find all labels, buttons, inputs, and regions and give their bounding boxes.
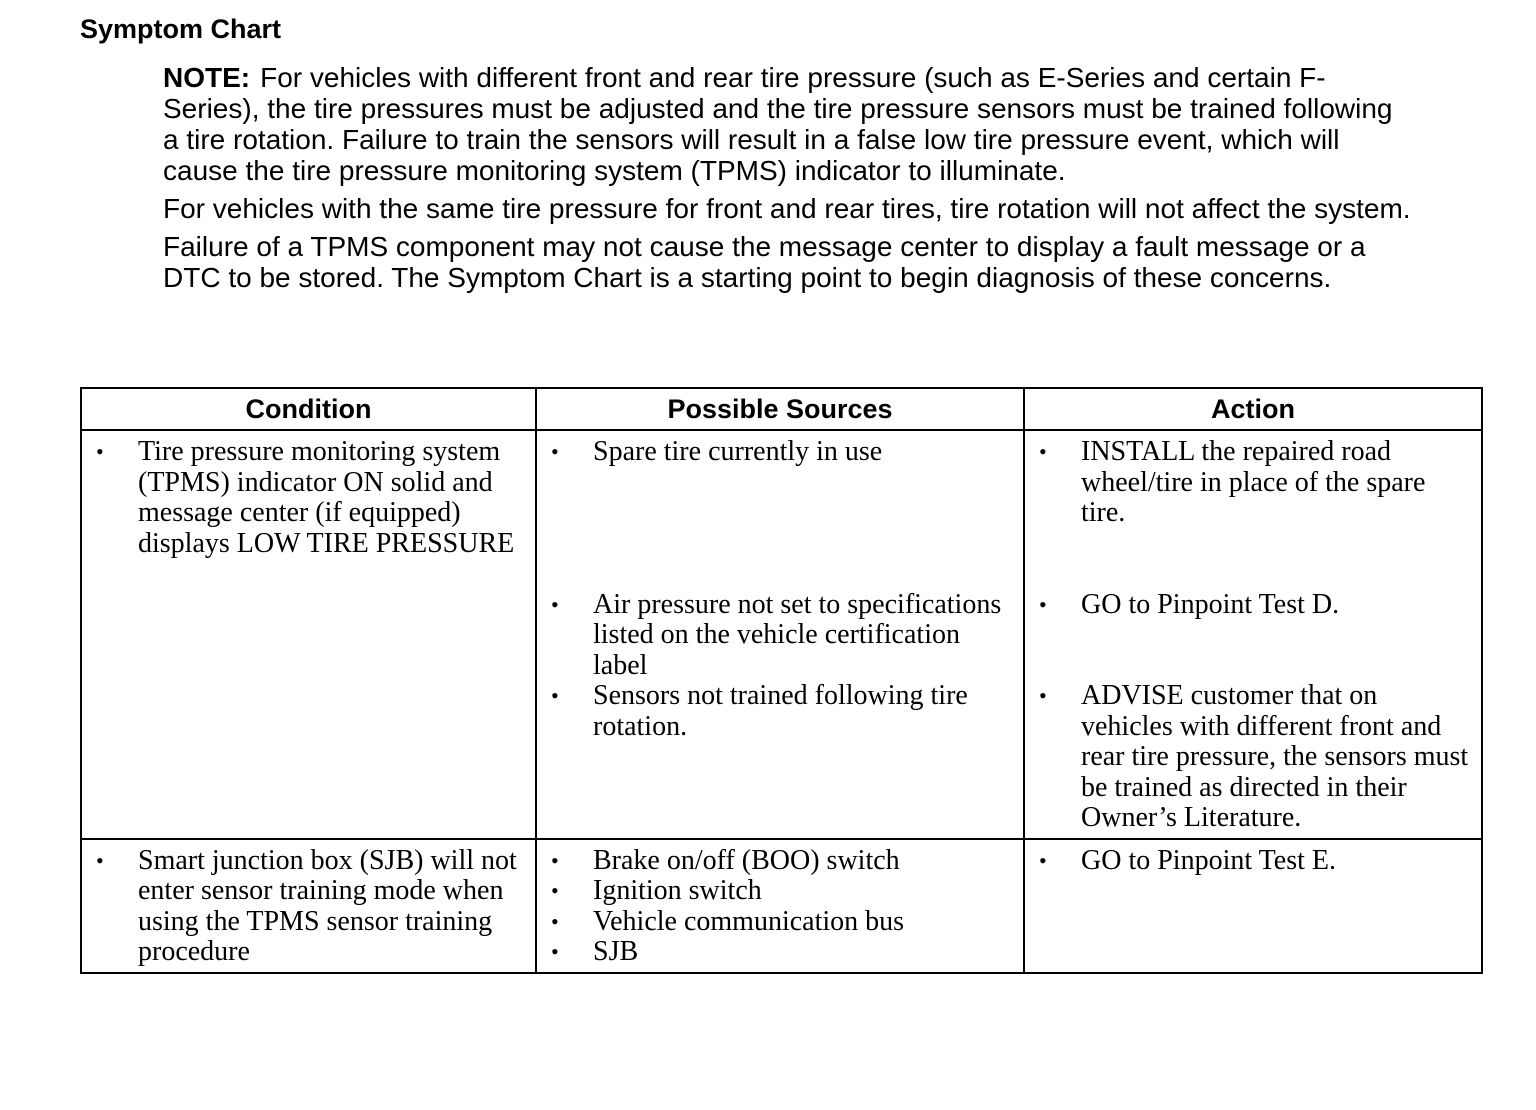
list-item	[92, 437, 527, 559]
source-text: Air pressure not set to specifications listed on the vehicle certification label	[593, 588, 1002, 681]
note-text-1: For vehicles with different front and rear tire pressure (such as E-Series and certain F-Series), the tire pressures must be adjusted and the tire pressure sensors must be trained following a tire rotation. Failure to train the sensors will result in a false low tire pressure event, which will cause the tire pressure monitoring system (TPMS) indicator to illuminate.	[163, 62, 1393, 186]
condition-text: Tire pressure monitoring system (TPMS) indicator ON solid and message center (if equipped) displays LOW TIRE PRESSURE	[138, 436, 515, 559]
source-text: Ignition switch	[593, 875, 762, 906]
list-item	[1035, 681, 1473, 834]
note-paragraph-1	[163, 62, 1413, 186]
bullet: •	[96, 847, 104, 873]
sources-cell	[536, 839, 1024, 973]
action-text: INSTALL the repaired road wheel/tire in place of the spare tire.	[1081, 436, 1426, 528]
spacer	[1035, 529, 1473, 590]
source-text: Sensors not trained following tire rotation.	[593, 680, 968, 742]
bullet: •	[551, 683, 559, 708]
note-paragraph-3: Failure of a TPMS component may not cause the message center to display a fault message or a DTC to be stored. The Symptom Chart is a starting point to begin diagnosis of these concerns.	[163, 231, 1366, 293]
bullet: •	[551, 908, 559, 934]
symptom-table	[80, 387, 1483, 974]
bullet: •	[1039, 439, 1047, 464]
list-item	[1035, 437, 1473, 529]
spacer	[547, 559, 1015, 590]
source-text: Brake on/off (BOO) switch	[593, 844, 900, 876]
source-text: SJB	[593, 936, 639, 967]
bullet: •	[551, 939, 559, 964]
table-header-row	[81, 388, 1482, 430]
action-text: GO to Pinpoint Test D.	[1081, 588, 1340, 620]
sources-cell	[536, 430, 1024, 839]
list-item	[547, 590, 1015, 682]
action-cell	[1024, 430, 1482, 839]
note-label: NOTE:	[163, 62, 251, 93]
condition-cell	[81, 839, 536, 973]
bullet: •	[551, 878, 559, 903]
source-text: Spare tire currently in use	[593, 436, 883, 467]
list-item	[547, 907, 1015, 938]
spacer	[1035, 620, 1473, 681]
list-item	[92, 846, 527, 968]
spacer	[547, 498, 1015, 529]
bullet: •	[96, 439, 104, 464]
list-item	[547, 681, 1015, 742]
bullet: •	[551, 439, 559, 464]
bullet: •	[1039, 591, 1047, 617]
page-title: Symptom Chart	[80, 14, 282, 44]
source-text: Vehicle communication bus	[593, 905, 905, 937]
header-action: Action	[1024, 388, 1482, 430]
bullet: •	[1039, 683, 1047, 708]
header-condition: Condition	[81, 388, 536, 430]
condition-cell	[81, 430, 536, 839]
action-text: ADVISE customer that on vehicles with different front and rear tire pressure, the sensors must be trained as directed in their Owner’s Literature.	[1081, 680, 1469, 833]
list-item	[547, 937, 1015, 968]
table-row	[81, 430, 1482, 839]
action-text: GO to Pinpoint Test E.	[1081, 844, 1336, 876]
list-item	[547, 846, 1015, 877]
spacer	[547, 529, 1015, 560]
note-block	[163, 62, 1413, 300]
condition-text: Smart junction box (SJB) will not enter sensor training mode when using the TPMS sensor training procedure	[138, 844, 517, 967]
note-paragraph-2: For vehicles with the same tire pressure for front and rear tires, tire rotation will not affect the system.	[163, 193, 1411, 224]
spacer	[547, 468, 1015, 499]
bullet: •	[551, 591, 559, 617]
action-cell	[1024, 839, 1482, 973]
header-possible-sources: Possible Sources	[536, 388, 1024, 430]
list-item	[547, 876, 1015, 907]
bullet: •	[551, 847, 559, 873]
list-item	[547, 437, 1015, 468]
bullet: •	[1039, 847, 1047, 873]
table-row	[81, 839, 1482, 973]
list-item	[1035, 846, 1473, 877]
list-item	[1035, 590, 1473, 621]
